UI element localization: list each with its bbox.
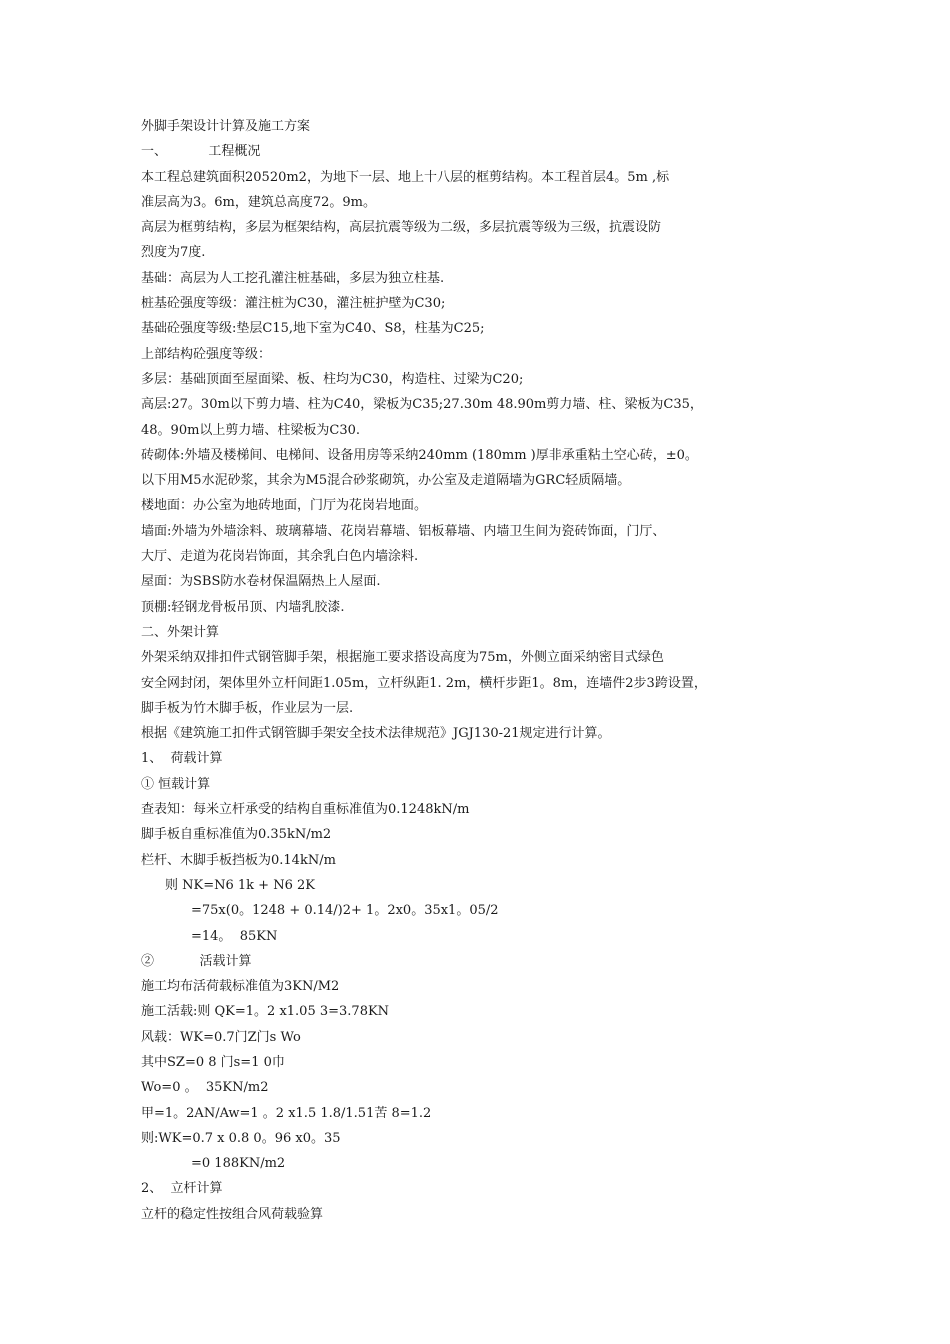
text-line: 外架采纳双排扣件式钢管脚手架，根据施工要求搭设高度为75m，外侧立面采纳密目式绿色 [141, 650, 664, 666]
text-line: 甲=1。2AN/Aw=1 。2 x1.5 1.8/1.51苦 8=1.2 [141, 1105, 432, 1121]
document-body [141, 114, 781, 1227]
text-line: 以下用M5水泥砂浆，其余为M5混合砂浆砌筑，办公室及走道隔墙为GRC轻质隔墙。 [141, 473, 631, 489]
text-line: 二、外架计算 [141, 624, 220, 640]
text-line: 则:WK=0.7 x 0.8 0。96 x0。35 [141, 1130, 341, 1146]
text-line: 风载：WK=0.7门Z门s Wo [141, 1029, 301, 1045]
text-line: 楼地面：办公室为地砖地面，门厅为花岗岩地面。 [141, 498, 428, 514]
text-line: 大厅、走道为花岗岩饰面，其余乳白色内墙涂料. [141, 549, 419, 565]
text-line: 查表知：每米立杆承受的结构自重标准值为0.1248kN/m [141, 802, 470, 818]
text-line: 其中SZ=0 8 门s=1 0巾 [141, 1054, 285, 1070]
text-line: 外脚手架设计计算及施工方案 [141, 119, 311, 134]
text-line: 砖砌体:外墙及楼梯间、电梯间、设备用房等采纳240mm (180mm )厚非承重粘土空心砖，±0。 [141, 447, 698, 463]
text-line: 高层:27。30m以下剪力墙、柱为C40，梁板为C35;27.30m 48.90m剪力墙、柱、梁板为C35， [141, 397, 703, 413]
text-line: 脚手板为竹木脚手板，作业层为一层. [141, 700, 354, 716]
text-line: 脚手板自重标准值为0.35kN/m2 [141, 827, 332, 843]
text-line: 基础：高层为人工挖孔灌注桩基础，多层为独立柱基. [141, 270, 445, 286]
text-line: ① 恒载计算 [141, 776, 211, 792]
text-line: 1、 荷载计算 [141, 751, 223, 767]
text-line: 本工程总建筑面积20520m2，为地下一层、地上十八层的框剪结构。本工程首层4。5m ,标 [141, 169, 670, 185]
text-line: 施工均布活荷载标准值为3KN/M2 [141, 979, 340, 995]
text-line: 基础砼强度等级:垫层C15,地下室为C40、S8，柱基为C25; [141, 321, 485, 337]
text-line: 施工活载:则 QK=1。2 x1.05 3=3.78KN [141, 1004, 390, 1020]
text-line: Wo=0 。 35KN/m2 [141, 1080, 269, 1096]
text-line: =0 188KN/m2 [191, 1156, 286, 1172]
text-line: 屋面：为SBS防水卷材保温隔热上人屋面. [141, 574, 381, 590]
text-line: 立杆的稳定性按组合风荷载验算 [141, 1206, 324, 1222]
text-line: 墙面:外墙为外墙涂料、玻璃幕墙、花岗岩幕墙、铝板幕墙、内墙卫生间为瓷砖饰面，门厅、 [141, 523, 666, 539]
text-line: 多层：基础顶面至屋面梁、板、柱均为C30，构造柱、过梁为C20; [141, 371, 524, 387]
text-line: 栏杆、木脚手板挡板为0.14kN/m [141, 852, 336, 868]
text-line: 2、 立杆计算 [141, 1181, 223, 1197]
text-line: =14。 85KN [191, 928, 278, 944]
text-line: 烈度为7度. [141, 245, 206, 261]
text-line: 一、 工程概况 [141, 144, 261, 160]
text-line: 准层高为3。6m，建筑总高度72。9m。 [141, 194, 377, 210]
text-line: 顶棚:轻钢龙骨板吊顶、内墙乳胶漆. [141, 599, 345, 615]
text-line: =75x(0。1248 + 0.14/)2+ 1。2x0。35x1。05/2 [191, 903, 499, 919]
text-line: 48。90m以上剪力墙、柱梁板为C30. [141, 422, 361, 438]
text-line: 桩基砼强度等级：灌注桩为C30，灌注桩护壁为C30; [141, 296, 446, 312]
text-line: 高层为框剪结构，多层为框架结构，高层抗震等级为二级，多层抗震等级为三级，抗震设防 [141, 220, 662, 236]
text-line: ② 活载计算 [141, 953, 252, 969]
text-line: 根据《建筑施工扣件式钢管脚手架安全技术法律规范》JGJ130-21规定进行计算。 [141, 726, 611, 742]
text-line: 安全网封闭，架体里外立杆间距1.05m，立杆纵距1. 2m，横杆步距1。8m，连墙件2步3跨设置， [141, 675, 707, 691]
text-line: 上部结构砼强度等级： [141, 346, 272, 362]
text-line: 则 NK=N6 1k + N6 2K [165, 877, 315, 893]
